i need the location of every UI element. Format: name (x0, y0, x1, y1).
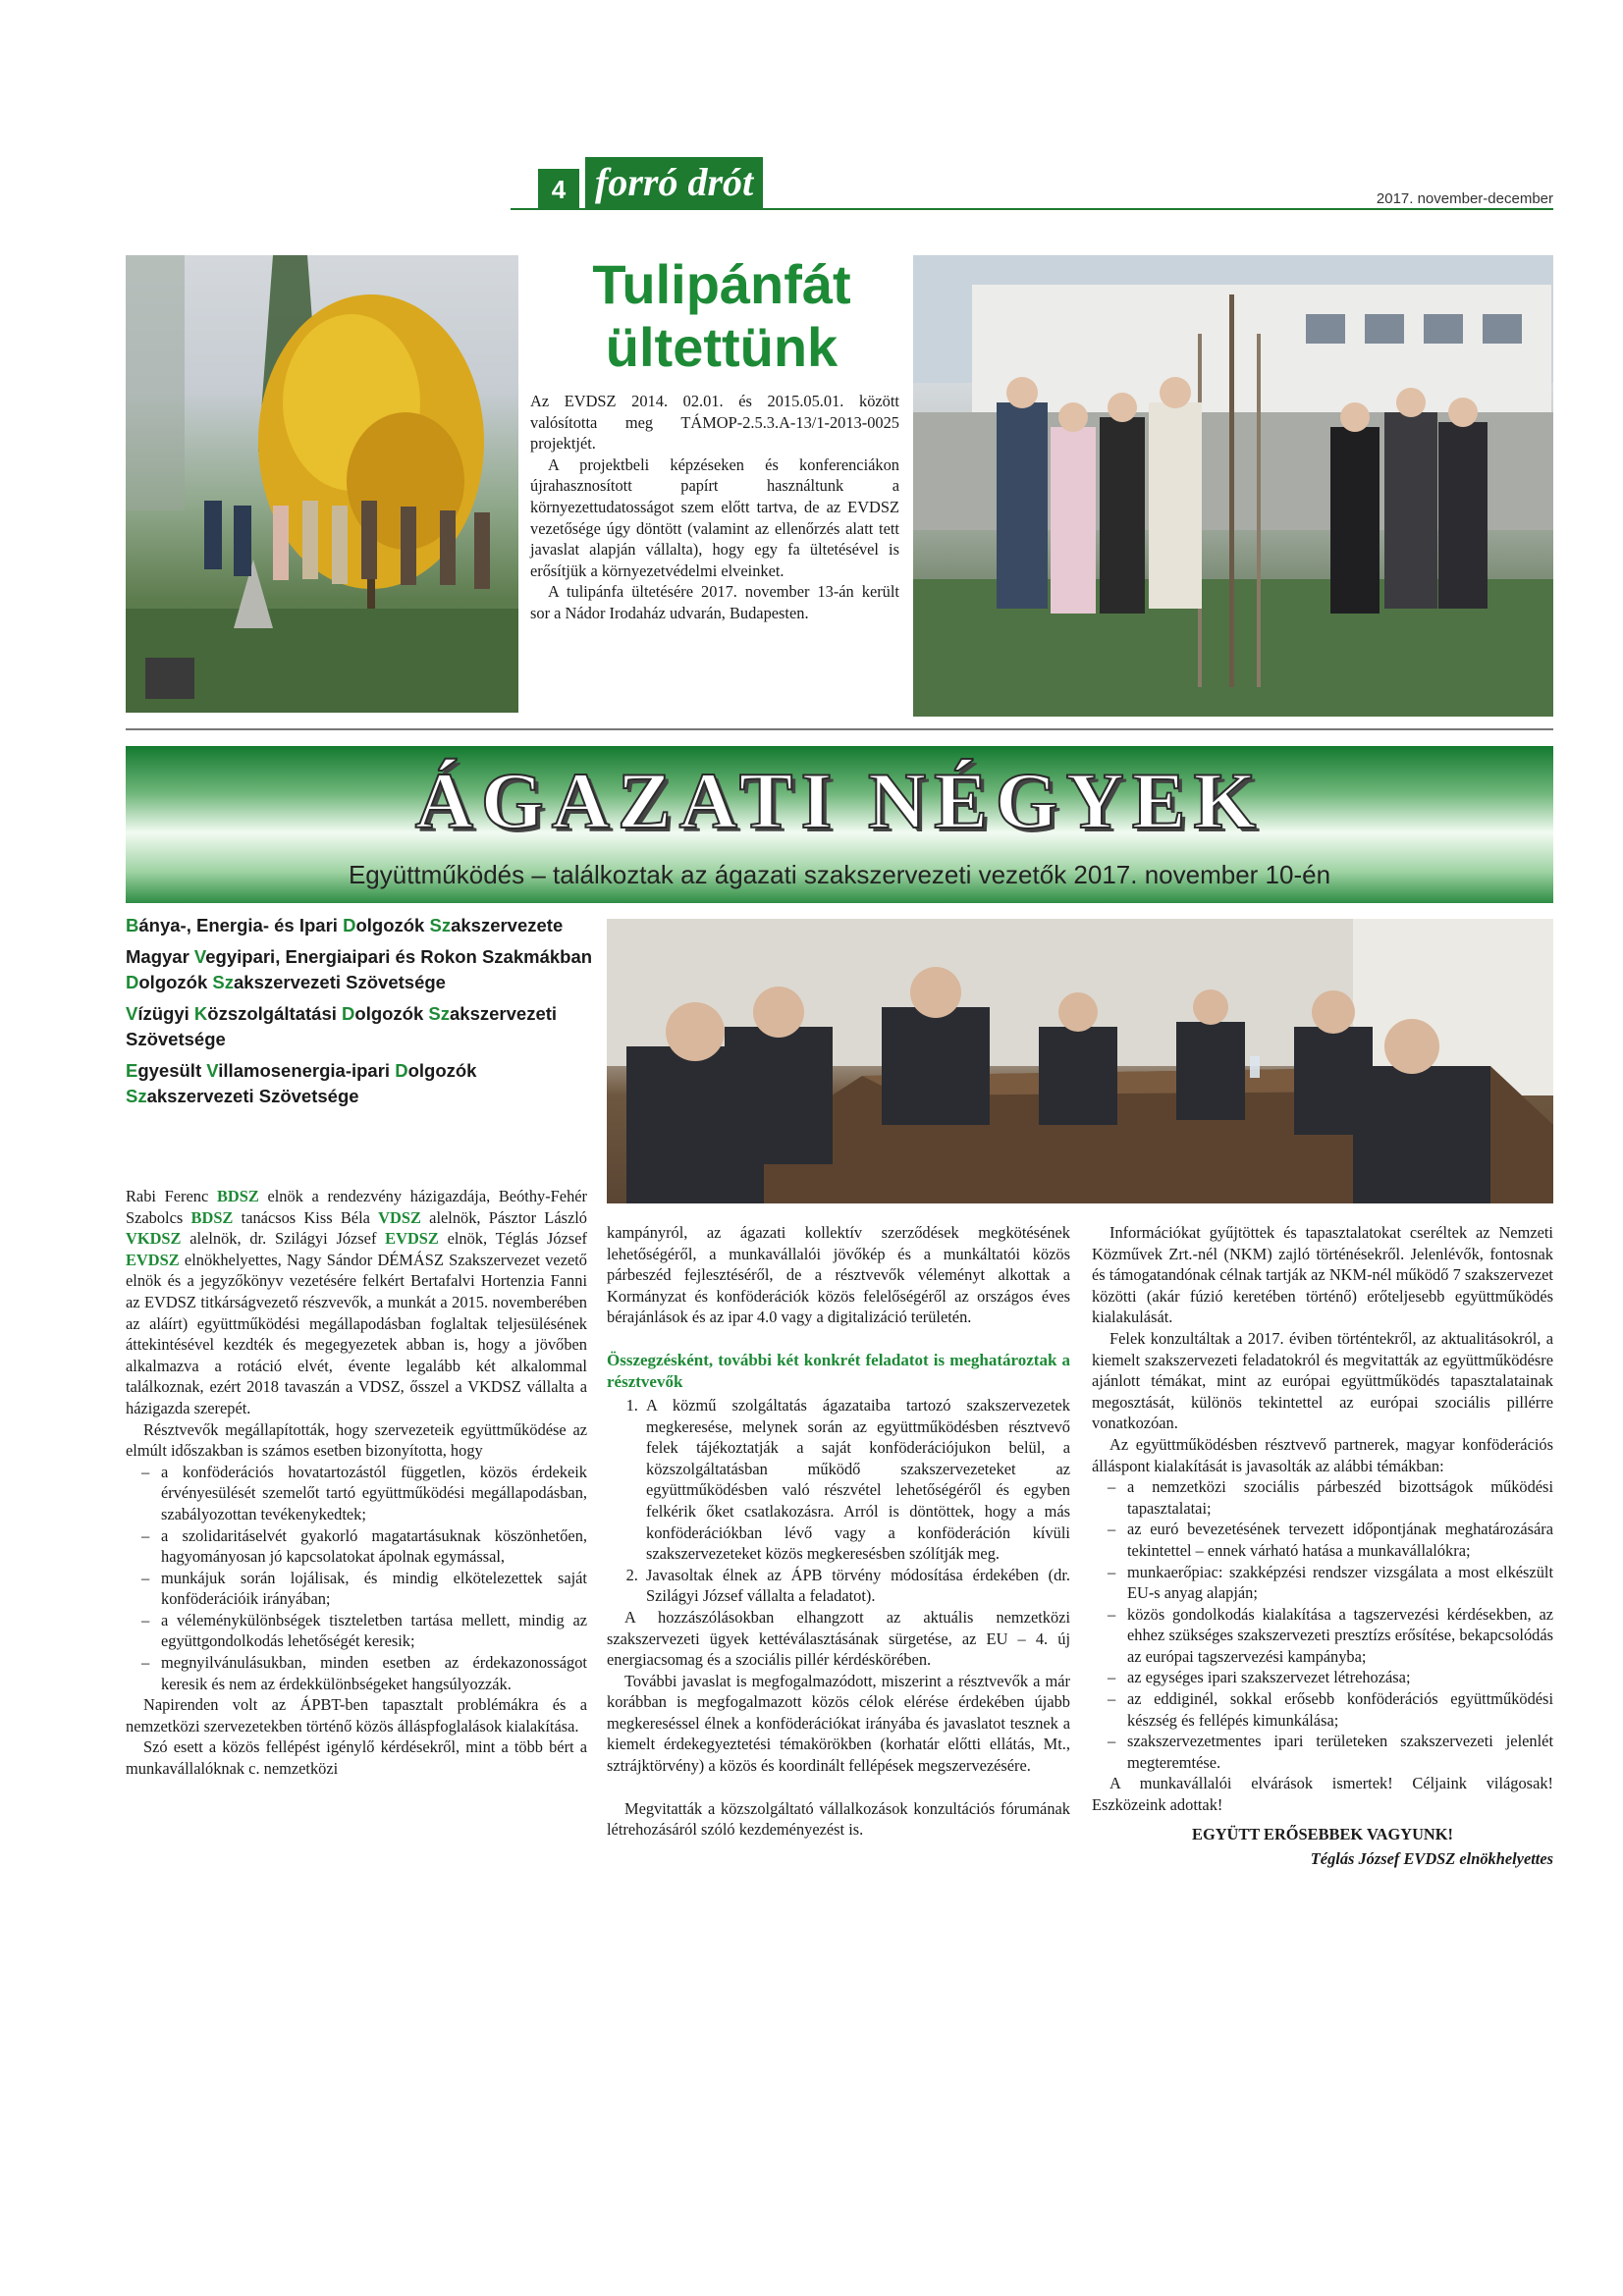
col2-numbered-list (607, 1395, 1070, 1607)
union-item: Bánya-, Energia- és Ipari Dolgozók Szakszervezete (126, 915, 564, 935)
list-item: – a véleménykülönbségek tiszteletben tartása mellett, mindig az együttgondolkodás lehetőségét keresik; (126, 1610, 587, 1652)
banner-subtitle: Együttműködés – találkoztak az ágazati szakszervezeti vezetők 2017. november 10-én (348, 860, 1331, 889)
col1-paragraph-1: Rabi Ferenc BDSZ elnök a rendezvény házigazdája, Beóthy-Fehér Szabolcs BDSZ tanácsos Kiss Béla VDSZ alelnök, Pásztor László VKDSZ alelnök, dr. Szilágyi József EVDSZ elnök, Téglás József EVDSZ elnökhelyettes, Nagy Sándor DÉMÁSZ Szakszervezet vezető elnök és a jegyzőkönyv vezetésére felkért Bertafalvi Hortenzia Fanni az EVDSZ titkárságvezető részvevők, a munkát a 2015. novemberében az aláírt) együttműködési megállapodásban foglaltak teljesülésének áttekintésével kezdték és megegyezetek abban is, hogy a jövőben alkalmazva a rotáció elvét, évente legalább két alkalommal találkoznak, ezért 2018 tavaszán a VDSZ, ősszel a VKDSZ vállalta a házigazda szerepét. (126, 1187, 588, 1417)
col3-bullet-list (1092, 1476, 1553, 1773)
list-item: – a nemzetközi szociális párbeszéd bizottságok működési tapasztalatai; (1092, 1476, 1553, 1519)
intro-paragraph-2: A projektbeli képzéseken és konferenciákon újrahasznosított papírt használtunk a környezettudatosságot szem előtt tartva, de az EVDSZ vezetősége úgy döntött (valamint az ellenőrzés alatt tett javaslat alapján vállalta), hogy egy fa ültetésével is erősítjük a környezetvédelmi elveinket. (530, 454, 899, 580)
group-photo (913, 255, 1553, 717)
list-item: – a konföderációs hovatartozástól független, közös érdekeik érvényesülését szemelőt tartó együttműködési megállapodásban, szabályozottan tevékenykedtek; (126, 1462, 587, 1525)
col3-paragraph-4: A munkavállalói elvárások ismertek! Céljaink világosak! Eszközeink adottak! (1092, 1774, 1553, 1815)
page-number: 4 (538, 169, 579, 210)
banner-title: ÁGAZATI NÉGYEK (414, 756, 1265, 845)
list-item: – szakszervezetmentes ipari területeken szakszervezeti jelenlét megteremtése. (1092, 1731, 1553, 1773)
list-item: – munkájuk során lojálisak, és mindig elkötelezettek saját konföderációik irányában; (126, 1568, 587, 1610)
article-column-1 (126, 1186, 587, 1780)
col1-bullet-list (126, 1462, 587, 1695)
col3-paragraph-2: Felek konzultáltak a 2017. éviben történtekről, az aktualitásokról, a kiemelt szakszervezeti feladatokról és megvitatták az együttműködésre ajánlott témákat, mint az európai együttműködés tapasztalatainak megosztását, különös tekintettel az európai szociális pillérre vonatkozóan. (1092, 1328, 1553, 1433)
header-rule (511, 208, 1553, 210)
article-column-2 (607, 1222, 1070, 1841)
headline-line-1: Tulipánfát (592, 253, 851, 315)
col2-paragraph-4: Megvitatták a közszolgáltató vállalkozások konzultációs fórumának létrehozásáról szóló kezdeményezést is. (607, 1798, 1070, 1840)
closing-slogan: EGYÜTT ERŐSEBBEK VAGYUNK! (1192, 1824, 1453, 1843)
author-signature: Téglás József EVDSZ elnökhelyettes (1310, 1849, 1553, 1869)
col3-paragraph-3: Az együttműködésben résztvevő partnerek, magyar konföderációs álláspont kialakítását is javasolták az alábbi témákban: (1092, 1434, 1553, 1475)
article-intro (530, 391, 899, 624)
union-item: Egyesült Villamosenergia-ipari Dolgozók Szakszervezeti Szövetsége (126, 1060, 477, 1106)
section-divider (126, 728, 1553, 730)
list-item: 1. A közmű szolgáltatás ágazataiba tartozó szakszervezetek megkeresése, melynek során az együttműködésben résztvevő felek tájékoztatják a saját konföderációjukon belül, a közszolgáltatásban működő szakszervezeteket az együttműködésben való részvétel lehetőségéről és egyben felkérik őket csatlakozásra. Arról is döntöttek, hogy a más konföderációkban lévő vagy a konföderáción kívüli szakszervezeteket közös megkeresésben szólítják meg. (642, 1395, 1070, 1565)
headline-line-2: ültettünk (605, 316, 839, 378)
list-item: – a szolidaritáselvét gyakorló magatartásuknak köszönhetően, hagyományosan jó kapcsolatokat ápolnak egymással, (126, 1525, 587, 1568)
col1-paragraph-3: Napirenden volt az ÁPBT-ben tapasztalt problémákra és a nemzetközi szervezetekben történő közös álláspfoglalások kialakítása. (126, 1695, 587, 1735)
union-item: Vízügyi Közszolgáltatási Dolgozók Szakszervezeti Szövetsége (126, 1003, 558, 1049)
col1-paragraph-2: Résztvevők megállapították, hogy szervezeteik együttműködése az elmúlt időszakban is számos esetben bizonyította, hogy (126, 1419, 587, 1461)
list-item: – közös gondolkodás kialakítása a tagszervezési kérdésekben, az ehhez szükséges szakszervezeti presztízs erősítése, bekapcsolódás az európai tagszervezési kampányba; (1092, 1604, 1553, 1668)
article-column-3 (1092, 1222, 1553, 1870)
col3-paragraph-1: Információkat gyűjtöttek és tapasztalatokat cseréltek az Nemzeti Közművek Zrt.-nél (NKM) zajló történésekről. Jelenlévők, fontosnak és támogatandónak célnak tartják az NKM-nél működő 7 szakszervezet közötti (akár fúzió keretében történő) erőteljesebb együttműködés kialakulását. (1092, 1223, 1553, 1327)
col1-paragraph-4: Szó esett a közös fellépést igénylő kérdésekről, mint a több bért a munkavállalóknak c. nemzetközi (126, 1737, 587, 1779)
tree-planting-photo (126, 255, 518, 713)
article-headline (530, 253, 913, 379)
col2-subheading: Összegzésként, további két konkrét feladatot is meghatároztak a résztvevők (607, 1350, 1070, 1391)
union-item: Magyar Vegyipari, Energiaipari és Rokon Szakmákban Dolgozók Szakszervezeti Szövetsége (126, 946, 593, 992)
issue-date: 2017. november-december (1376, 190, 1553, 207)
meeting-photo (607, 919, 1553, 1203)
intro-paragraph-3: A tulipánfa ültetésére 2017. november 13-án került sor a Nádor Irodaház udvarán, Budapesten. (530, 582, 899, 622)
list-item: – az eddiginél, sokkal erősebb konföderációs együttműködési készség és fellépés kimunkálása; (1092, 1688, 1553, 1731)
list-item: – munkaerőpiac: szakképzési rendszer vizsgálata a most elkészült EU-s anyag alapján; (1092, 1562, 1553, 1604)
list-item: 2. Javasoltak élnek az ÁPB törvény módosítása érdekében (dr. Szilágyi József vállalta a feladatot). (642, 1565, 1070, 1607)
list-item: – megnyilvánulásukban, minden esetben az érdekazonosságot keresik és nem az érdekkülönbségeket hangsúlyozzák. (126, 1652, 587, 1694)
intro-paragraph-1: Az EVDSZ 2014. 02.01. és 2015.05.01. között valósította meg TÁMOP-2.5.3.A-13/1-2013-0025 projektjét. (530, 392, 899, 454)
col2-paragraph-1: kampányról, az ágazati kollektív szerződések megkötésének lehetőségéről, a munkavállalói jövőkép és a munkáltatói közös párbeszéd fejlesztéséről, de a résztvevők véleményt alkottak a Kormányzat és konföderációk közös felelőségéről az országos éves bérajánlások és az ipar 4.0 vagy a digitalizáció területén. (607, 1223, 1070, 1327)
col2-paragraph-2: A hozzászólásokban elhangzott az aktuális nemzetközi szakszervezeti ügyek kettéválasztásának sürgetése, az EU – 4. új energiacsomag és a szociális pillér kérdéskörében. (607, 1607, 1070, 1670)
col2-paragraph-3: További javaslat is megfogalmazódott, miszerint a résztvevők a már korábban is megfogalmazott közös célok elérése érdekében újabb megkereséssel élnek a konföderációkat irányába és javaslatot tesznek a kiemelt érdekegyeztetési témakörökben (korhatár előtti ellátás, Mt., sztrájktörvény) a közös és koordinált fellépések megszervezésére. (607, 1671, 1070, 1776)
list-item: – az egységes ipari szakszervezet létrehozása; (1092, 1667, 1553, 1688)
list-item: – az euró bevezetésének tervezett időpontjának meghatározására tekintettel – ennek várható hatása a munkavállalókra; (1092, 1519, 1553, 1561)
union-list (126, 913, 599, 1115)
publication-name: forró drót (585, 157, 763, 208)
